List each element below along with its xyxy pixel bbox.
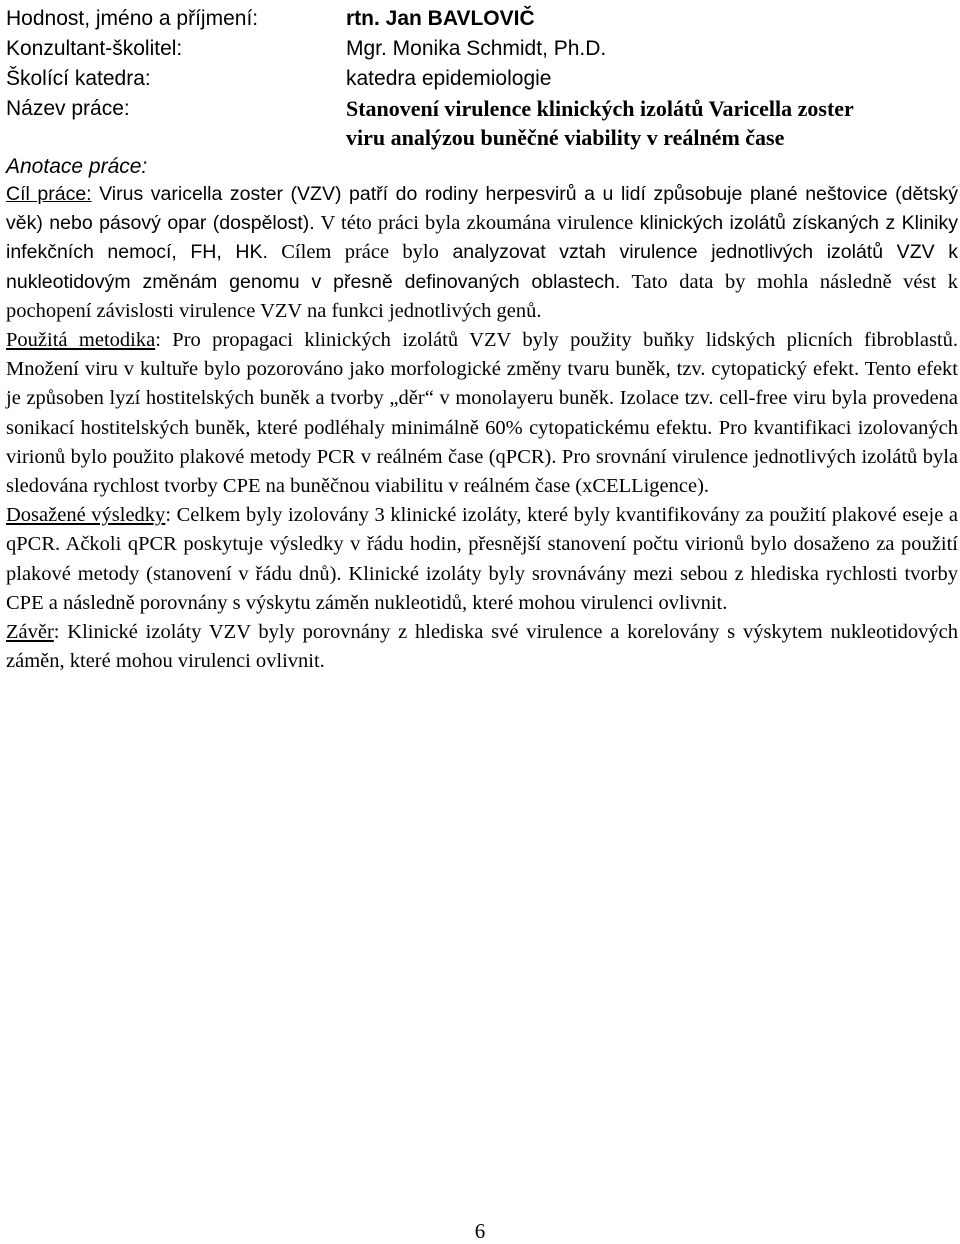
department-label: Školící katedra: [6,67,151,90]
abstract-heading: Anotace práce: [6,155,148,178]
goal-text-2: V této práci byla zkoumána virulence [314,212,634,235]
conclusion-label: Závěr [6,621,54,644]
consultant-label: Konzultant-školitel: [6,37,183,60]
consultant-row [6,34,956,64]
goal-text-1: Virus varicella zoster (VZV) patří do rodiny herpesvirů a u lidí způsobuje plané neštovice (dětský věk) nebo pásový opar (dospělost). [6,183,958,235]
goal-text-5: analyzovat vztah virulence jednotlivých izolátů VZV k nukleotidovým změnám genomu v přesně definovaných oblastech. [6,241,958,293]
thesis-title-line-1: Stanovení virulence klinických izolátů Varicella zoster [346,96,854,121]
goal-text-3: klinických izolátů získaných z Kliniky infekčních nemocí, FH, HK. [6,212,958,264]
author-row [6,4,956,34]
author-label: Hodnost, jméno a příjmení: [6,7,259,30]
results-text: : Celkem byly izolovány 3 klinické izoláty, které byly kvantifikovány za použití plakové eseje a qPCR. Ačkoli qPCR poskytuje výsledky v řádu hodin, přesnější stanovení počtu virionů bylo dosaženo za použití plakové metody (stanovení v řádu dnů). Klinické izoláty byly srovnávány mezi sebou z hlediska rychlosti tvorby CPE a následně porovnány s výskytu záměn nukleotidů, které mohou virulenci ovlivnit. [6,504,958,614]
author-value: rtn. Jan BAVLOVIČ [346,7,535,30]
goal-text-4: Cílem práce bylo [267,241,439,264]
method-text: : Pro propagaci klinických izolátů VZV byly použity buňky lidských plicních fibroblastů. Množení viru v kultuře bylo pozorováno jako morfologické změny tvaru buněk, tzv. cytopatický efekt. Tento efekt je způsoben lyzí hostitelských buněk a tvorby „děr“ v monolayeru buněk. Izolace tzv. cell-free viru byla provedena sonikací hostitelských buněk, které podléhaly minimálně 60% cytopatickému efektu. Pro kvantifikaci izolovaných virionů bylo použito plakové metody PCR v reálném čase (qPCR). Pro srovnání virulence jednotlivých izolátů byla sledována rychlost tvorby CPE na buněčnou viabilitu v reálném čase (xCELLigence). [6,329,958,498]
method-label: Použitá metodika [6,329,156,352]
conclusion-text: : Klinické izoláty VZV byly porovnány z hlediska své virulence a korelovány s výskytem nukleotidových záměn, které mohou virulenci ovlivnit. [6,621,958,673]
goal-label: Cíl práce: [6,183,92,205]
results-paragraph [6,501,958,618]
abstract-body [6,180,958,676]
thesis-metadata [6,4,956,152]
page-number: 6 [474,1219,486,1243]
conclusion-paragraph [6,618,958,676]
department-value: katedra epidemiologie [346,67,552,90]
department-row [6,64,956,94]
results-label: Dosažené výsledky [6,504,166,527]
consultant-value: Mgr. Monika Schmidt, Ph.D. [346,37,607,60]
goal-text-6: Tato data by mohla následně vést k pochopení závislosti virulence VZV na funkci jednotlivých genů. [6,270,959,322]
method-paragraph [6,326,958,501]
thesis-title-line-2: viru analýzou buněčné viability v reálném čase [346,125,785,150]
title-row [6,94,956,152]
goal-paragraph [6,180,958,326]
thesis-title [346,94,956,152]
title-label: Název práce: [6,97,130,120]
